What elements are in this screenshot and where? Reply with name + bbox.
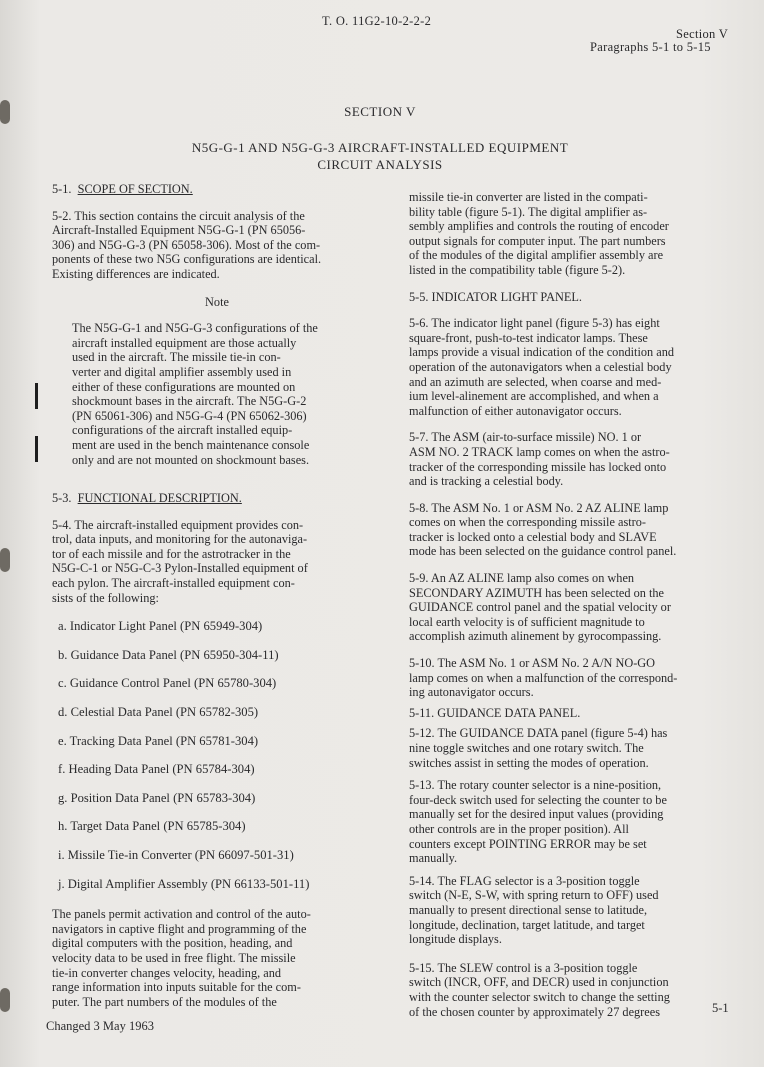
- note-heading: Note: [205, 294, 229, 309]
- para-line: switch (INCR, OFF, and DECR) used in conjunction: [409, 975, 669, 990]
- para-line: tor of each missile and for the astrotracker in the: [52, 546, 291, 561]
- para-line: 306) and N5G-G-3 (PN 65058-306). Most of the com-: [52, 237, 321, 252]
- list-item: d. Celestial Data Panel (PN 65782-305): [58, 705, 259, 720]
- para-line: 5-14. The FLAG selector is a 3-position toggle: [409, 873, 640, 888]
- page-number: 5-1: [712, 1001, 729, 1015]
- para-line: 5-6. The indicator light panel (figure 5-3) has eight: [409, 316, 660, 331]
- para-line: ing autonavigator occurs.: [409, 685, 534, 700]
- list-item: a. Indicator Light Panel (PN 65949-304): [58, 619, 263, 634]
- list-item: b. Guidance Data Panel (PN 65950-304-11): [58, 647, 279, 662]
- para-line: tracker of the corresponding missile has locked onto: [409, 459, 667, 474]
- list-item: e. Tracking Data Panel (PN 65781-304): [58, 733, 259, 748]
- list-item: g. Position Data Panel (PN 65783-304): [58, 790, 256, 805]
- heading-5-5: 5-5. INDICATOR LIGHT PANEL.: [409, 289, 582, 304]
- para-line: velocity data to be used in free flight. The missile: [52, 950, 296, 965]
- para-line: of the chosen counter by approximately 27 degrees: [409, 1004, 660, 1019]
- para-line: longitude displays.: [409, 932, 502, 947]
- change-bar: [35, 383, 38, 409]
- para-line: 5-10. The ASM No. 1 or ASM No. 2 A/N NO-GO: [409, 656, 656, 671]
- para-line: comes on when the corresponding missile astro-: [409, 515, 647, 530]
- section-title: SECTION V: [344, 104, 416, 119]
- para-line: and is tracking a celestial body.: [409, 474, 564, 489]
- right-column: [409, 190, 744, 1019]
- para-line: 5-8. The ASM No. 1 or ASM No. 2 AZ ALINE lamp: [409, 500, 669, 515]
- para-line: range information into inputs suitable for the com-: [52, 980, 301, 995]
- para-line: 5-13. The rotary counter selector is a nine-position,: [409, 778, 662, 793]
- note-line: used in the aircraft. The missile tie-in con-: [72, 350, 281, 365]
- para-line: The panels permit activation and control of the auto-: [52, 907, 311, 922]
- para-line: lamp comes on when a malfunction of the correspond-: [409, 670, 678, 685]
- list-item: h. Target Data Panel (PN 65785-304): [58, 819, 246, 834]
- para-line: 5-2. This section contains the circuit analysis of the: [52, 208, 305, 223]
- change-date: Changed 3 May 1963: [46, 1019, 154, 1033]
- para-line: ium level-alinement are accomplished, and when a: [409, 389, 659, 404]
- para-line: 5-15. The SLEW control is a 3-position toggle: [409, 960, 638, 975]
- para-line: switch (N-E, S-W, with spring return to OFF) used: [409, 888, 659, 903]
- para-line: ASM NO. 2 TRACK lamp comes on when the astro-: [409, 444, 670, 459]
- section-label: Section V: [676, 27, 729, 41]
- para-line: 5-9. An AZ ALINE lamp also comes on when: [409, 571, 635, 586]
- list-item: c. Guidance Control Panel (PN 65780-304): [58, 676, 277, 691]
- heading-5-3: 5-3. FUNCTIONAL DESCRIPTION.: [52, 491, 242, 506]
- note-line: only and are not mounted on shockmount bases.: [72, 452, 310, 467]
- para-line: of the modules of the digital amplifier assembly are: [409, 248, 664, 263]
- para-line: N5G-C-1 or N5G-C-3 Pylon-Installed equipment of: [52, 561, 308, 576]
- para-line: digital computers with the position, heading, and: [52, 936, 293, 951]
- para-line: manually set for the desired input values (providing: [409, 807, 664, 822]
- list-item: i. Missile Tie-in Converter (PN 66097-501-31): [58, 848, 294, 862]
- para-line: SECONDARY AZIMUTH has been selected on the: [409, 585, 665, 600]
- section-subtitle-2: CIRCUIT ANALYSIS: [317, 157, 443, 172]
- para-line: missile tie-in converter are listed in the compati-: [409, 190, 648, 204]
- left-column: [52, 182, 382, 1009]
- note-line: configurations of the aircraft installed equip-: [72, 423, 293, 438]
- para-line: tie-in converter changes velocity, heading, and: [52, 965, 281, 980]
- para-line: 5-4. The aircraft-installed equipment provides con-: [52, 517, 304, 532]
- para-line: puter. The part numbers of the modules of the: [52, 994, 277, 1009]
- para-line: manually.: [409, 851, 458, 866]
- para-line: GUIDANCE control panel and the spatial velocity or: [409, 600, 671, 615]
- para-line: longitude, declination, target latitude, and target: [409, 917, 645, 932]
- para-line: with the counter selector switch to change the setting: [409, 989, 670, 1004]
- para-line: each pylon. The aircraft-installed equipment con-: [52, 576, 295, 591]
- binder-hole: [0, 100, 10, 124]
- para-line: Existing differences are indicated.: [52, 266, 220, 281]
- note-line: either of these configurations are mounted on: [72, 379, 296, 394]
- change-bar: [35, 436, 38, 462]
- para-line: listed in the compatibility table (figure 5-2).: [409, 262, 626, 277]
- para-line: other controls are in the proper position). All: [409, 821, 629, 836]
- note-line: aircraft installed equipment are those actually: [72, 335, 297, 350]
- para-line: Aircraft-Installed Equipment N5G-G-1 (PN 65056-: [52, 223, 306, 238]
- doc-number: T. O. 11G2-10-2-2-2: [322, 14, 432, 28]
- note-line: verter and digital amplifier assembly used in: [72, 364, 292, 379]
- note-line: The N5G-G-1 and N5G-G-3 configurations of the: [72, 321, 318, 336]
- heading-5-1: 5-1. SCOPE OF SECTION.: [52, 182, 193, 196]
- para-line: square-front, push-to-test indicator lamps. These: [409, 330, 648, 345]
- para-line: accomplish azimuth alinement by gyrocompassing.: [409, 629, 662, 644]
- para-line: ponents of these two N5G configurations are identical.: [52, 252, 322, 267]
- list-item: f. Heading Data Panel (PN 65784-304): [58, 762, 255, 777]
- para-line: navigators in captive flight and programming of the: [52, 921, 307, 936]
- binder-hole: [0, 988, 10, 1012]
- heading-5-11: 5-11. GUIDANCE DATA PANEL.: [409, 705, 581, 720]
- binder-hole: [0, 548, 10, 572]
- section-subtitle: N5G-G-1 AND N5G-G-3 AIRCRAFT-INSTALLED EQUIPMENT: [191, 140, 569, 155]
- note-line: ment are used in the bench maintenance console: [72, 437, 310, 452]
- para-line: manually to present directional sense to latitude,: [409, 902, 648, 917]
- para-line: sembly amplifies and controls the routing of encoder: [409, 219, 669, 234]
- list-item: j. Digital Amplifier Assembly (PN 66133-501-11): [58, 876, 310, 891]
- para-line: operation of the autonavigators when a celestial body: [409, 359, 672, 374]
- para-line: 5-7. The ASM (air-to-surface missile) NO. 1 or: [409, 430, 642, 445]
- para-line: switches assist in setting the modes of operation.: [409, 755, 649, 770]
- para-line: four-deck switch used for selecting the counter to be: [409, 792, 667, 807]
- note-line: shockmount bases in the aircraft. The N5G-G-2: [72, 394, 307, 409]
- para-line: trol, data inputs, and monitoring for the autonaviga-: [52, 532, 308, 547]
- para-line: bility table (figure 5-1). The digital amplifier as-: [409, 204, 648, 219]
- para-line: mode has been selected on the guidance control panel.: [409, 544, 677, 559]
- para-line: lamps provide a visual indication of the condition and: [409, 345, 675, 360]
- paragraphs-label: Paragraphs 5-1 to 5-15: [590, 40, 711, 54]
- para-line: counters except POINTING ERROR may be set: [409, 836, 647, 851]
- para-line: 5-12. The GUIDANCE DATA panel (figure 5-4) has: [409, 726, 668, 741]
- note-line: (PN 65061-306) and N5G-G-4 (PN 65062-306): [72, 408, 307, 423]
- para-line: local earth velocity is of sufficient magnitude to: [409, 614, 645, 629]
- para-line: output signals for computer input. The part numbers: [409, 233, 666, 248]
- para-line: tracker is locked onto a celestial body and SLAVE: [409, 529, 657, 544]
- para-line: and an azimuth are selected, when coarse and med-: [409, 374, 662, 389]
- para-line: nine toggle switches and one rotary switch. The: [409, 741, 644, 755]
- para-line: malfunction of either autonavigator occurs.: [409, 403, 622, 418]
- para-line: sists of the following:: [52, 590, 159, 605]
